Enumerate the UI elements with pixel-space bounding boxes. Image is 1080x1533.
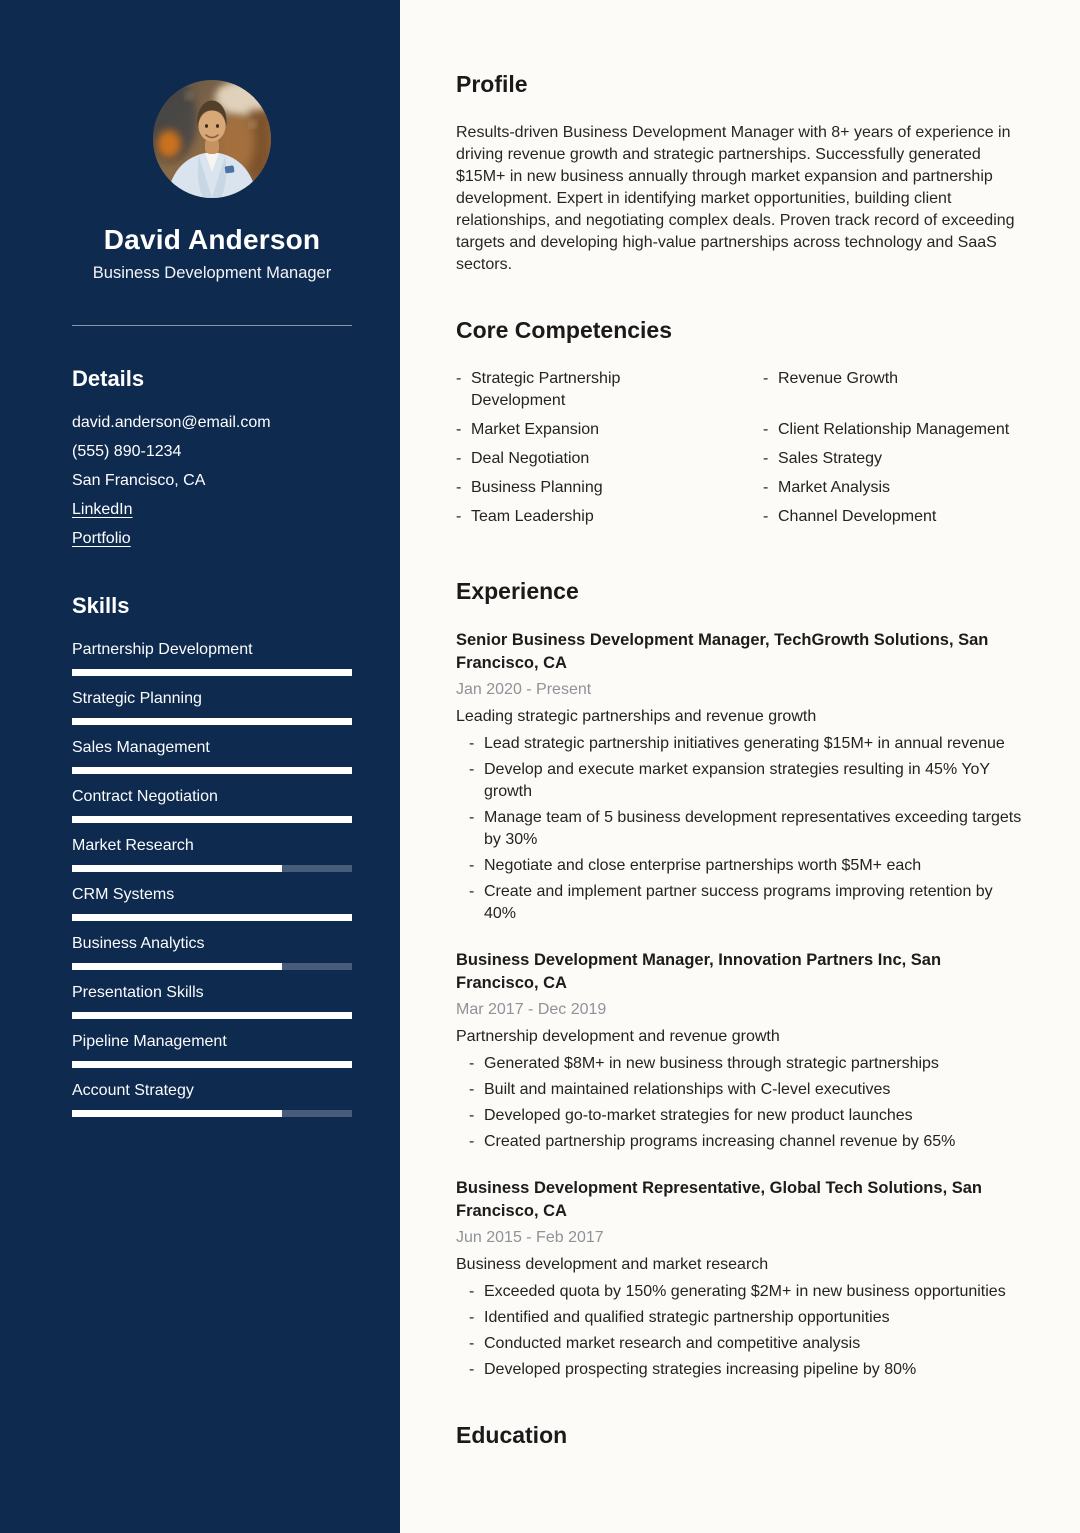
- list-dash: -: [763, 370, 769, 387]
- competency-item-text: Deal Negotiation: [471, 450, 590, 467]
- job-entry: [456, 1177, 1024, 1381]
- skill-label: Partnership Development: [72, 641, 253, 658]
- competency-item: [456, 368, 711, 412]
- profile-photo-illustration: [153, 80, 271, 198]
- job-bullet-text: Create and implement partner success programs improving retention by 40%: [484, 883, 993, 922]
- skill-label: Strategic Planning: [72, 690, 202, 707]
- skill-item: [72, 935, 352, 970]
- skills-heading: Skills: [72, 593, 130, 618]
- competency-item-text: Market Expansion: [471, 421, 600, 438]
- profile-photo: [153, 80, 271, 198]
- competencies-heading: Core Competencies: [456, 317, 673, 343]
- list-dash: -: [469, 1361, 475, 1378]
- job-summary: Leading strategic partnerships and revenue growth: [456, 708, 817, 725]
- experience-heading: Experience: [456, 578, 579, 604]
- skill-item: [72, 1033, 352, 1068]
- skill-bar-track: [72, 1012, 352, 1019]
- job-bullet-text: Identified and qualified strategic partnership opportunities: [484, 1309, 890, 1326]
- skill-item: [72, 837, 352, 872]
- job-dates: Jan 2020 - Present: [456, 681, 592, 698]
- competency-item-text: Channel Development: [778, 508, 937, 525]
- sidebar-divider: [72, 325, 352, 326]
- job-bullet-text: Exceeded quota by 150% generating $2M+ in new business opportunities: [484, 1283, 1006, 1300]
- skill-label: Contract Negotiation: [72, 788, 218, 805]
- job-bullet: [469, 881, 1024, 925]
- profile-section: [456, 70, 1024, 276]
- list-dash: -: [469, 1055, 475, 1072]
- competency-item: [763, 448, 1024, 470]
- list-dash: -: [469, 735, 475, 752]
- list-dash: -: [469, 1309, 475, 1326]
- job-title: Senior Business Development Manager, TechGrowth Solutions, San Francisco, CA: [456, 631, 989, 672]
- profile-heading: Profile: [456, 71, 528, 97]
- skill-label: CRM Systems: [72, 886, 175, 903]
- skill-item: [72, 788, 352, 823]
- competencies-section: [456, 316, 1024, 535]
- job-bullet-text: Conducted market research and competitive analysis: [484, 1335, 861, 1352]
- list-dash: -: [456, 508, 462, 525]
- skill-bar-fill: [72, 963, 282, 970]
- skill-label: Business Analytics: [72, 935, 205, 952]
- skills-list: [72, 641, 352, 1117]
- list-dash: -: [456, 370, 462, 387]
- competency-item-text: Team Leadership: [471, 508, 594, 525]
- list-dash: -: [763, 421, 769, 438]
- skill-bar-track: [72, 865, 352, 872]
- competency-item-text: Revenue Growth: [778, 370, 899, 387]
- list-dash: -: [469, 1107, 475, 1124]
- list-dash: -: [469, 761, 475, 778]
- job-bullet-text: Negotiate and close enterprise partnerships worth $5M+ each: [484, 857, 922, 874]
- competency-item: [763, 477, 1024, 499]
- list-dash: -: [456, 479, 462, 496]
- skill-label: Market Research: [72, 837, 194, 854]
- list-dash: -: [456, 450, 462, 467]
- job-bullet: [469, 759, 1024, 803]
- list-dash: -: [469, 857, 475, 874]
- skill-item: [72, 739, 352, 774]
- person-name: David Anderson: [103, 224, 321, 255]
- skill-bar-fill: [72, 669, 352, 676]
- email-value: david.anderson@email.com: [72, 414, 271, 431]
- skill-bar-fill: [72, 914, 352, 921]
- skill-item: [72, 886, 352, 921]
- job-bullets: [456, 1281, 1024, 1381]
- education-heading: Education: [456, 1422, 568, 1448]
- job-summary: Business development and market research: [456, 1256, 769, 1273]
- skill-bar-track: [72, 1061, 352, 1068]
- details-heading: Details: [72, 366, 145, 391]
- competency-item: [456, 448, 711, 470]
- job-bullet: [469, 733, 1024, 755]
- skill-bar-track: [72, 914, 352, 921]
- skill-label: Presentation Skills: [72, 984, 204, 1001]
- competency-item: [763, 419, 1024, 441]
- skill-bar-fill: [72, 816, 352, 823]
- competency-item-text: Sales Strategy: [778, 450, 883, 467]
- job-bullet-text: Built and maintained relationships with C-level executives: [484, 1081, 891, 1098]
- education-section: [456, 1421, 1024, 1449]
- skill-bar-track: [72, 767, 352, 774]
- job-bullet-text: Generated $8M+ in new business through strategic partnerships: [484, 1055, 939, 1072]
- skill-bar-fill: [72, 865, 282, 872]
- portfolio-link[interactable]: Portfolio: [72, 530, 131, 547]
- job-bullet: [469, 855, 1024, 877]
- skill-item: [72, 984, 352, 1019]
- job-bullet: [469, 1281, 1024, 1303]
- job-bullets: [456, 1053, 1024, 1153]
- profile-text: Results-driven Business Development Manager with 8+ years of experience in driving revenue growth and strategic partnerships. Successfully generated $15M+ in new business annually through market expansion and partnership development. Expert in identifying market opportunities, building client relationships, and negotiating complex deals. Proven track record of exceeding targets and developing high-value partnerships across technology and SaaS sectors.: [456, 124, 1015, 273]
- list-dash: -: [763, 508, 769, 525]
- skill-bar-track: [72, 963, 352, 970]
- skill-item: [72, 1082, 352, 1117]
- list-dash: -: [469, 1133, 475, 1150]
- competency-item-text: Business Planning: [471, 479, 603, 496]
- main-content: [400, 0, 1080, 1533]
- skill-bar-fill: [72, 767, 352, 774]
- competency-item: [456, 506, 711, 528]
- skill-bar-track: [72, 718, 352, 725]
- job-title: Business Development Manager, Innovation Partners Inc, San Francisco, CA: [456, 951, 942, 992]
- job-bullet-text: Lead strategic partnership initiatives generating $15M+ in annual revenue: [484, 735, 1005, 752]
- skill-item: [72, 690, 352, 725]
- skill-bar-fill: [72, 1061, 352, 1068]
- job-bullet: [469, 1131, 1024, 1153]
- competencies-grid: [456, 368, 1024, 535]
- job-title: Business Development Representative, Global Tech Solutions, San Francisco, CA: [456, 1179, 982, 1220]
- phone-value: (555) 890-1234: [72, 443, 182, 460]
- job-entry: [456, 949, 1024, 1153]
- skill-bar-track: [72, 816, 352, 823]
- skill-bar-track: [72, 1110, 352, 1117]
- experience-section: [456, 577, 1024, 1381]
- person-title: Business Development Manager: [92, 264, 332, 282]
- job-bullet: [469, 1053, 1024, 1075]
- list-dash: -: [456, 421, 462, 438]
- job-bullet-text: Develop and execute market expansion strategies resulting in 45% YoY growth: [484, 761, 990, 800]
- job-bullet: [469, 1105, 1024, 1127]
- skill-bar-fill: [72, 718, 352, 725]
- location-value: San Francisco, CA: [72, 472, 206, 489]
- list-dash: -: [469, 883, 475, 900]
- job-bullet: [469, 1359, 1024, 1381]
- competency-item: [763, 506, 1024, 528]
- job-bullet-text: Manage team of 5 business development representatives exceeding targets by 30%: [484, 809, 1022, 848]
- jobs-list: [456, 629, 1024, 1381]
- job-bullet: [469, 1079, 1024, 1101]
- list-dash: -: [763, 450, 769, 467]
- list-dash: -: [469, 1283, 475, 1300]
- list-dash: -: [469, 809, 475, 826]
- skill-label: Pipeline Management: [72, 1033, 227, 1050]
- competency-item: [456, 419, 711, 441]
- list-dash: -: [469, 1081, 475, 1098]
- job-dates: Jun 2015 - Feb 2017: [456, 1229, 604, 1246]
- job-bullet: [469, 1333, 1024, 1355]
- sidebar: [0, 0, 400, 1533]
- job-bullet-text: Developed go-to-market strategies for new product launches: [484, 1107, 913, 1124]
- list-dash: -: [469, 1335, 475, 1352]
- competency-item-text: Market Analysis: [778, 479, 891, 496]
- contact-block: [72, 408, 352, 553]
- skill-label: Sales Management: [72, 739, 210, 756]
- competency-item: [456, 477, 711, 499]
- list-dash: -: [763, 479, 769, 496]
- job-bullets: [456, 733, 1024, 925]
- job-entry: [456, 629, 1024, 925]
- competency-item-text: Client Relationship Management: [778, 421, 1010, 438]
- job-bullet-text: Developed prospecting strategies increasing pipeline by 80%: [484, 1361, 917, 1378]
- skill-bar-fill: [72, 1110, 282, 1117]
- job-summary: Partnership development and revenue growth: [456, 1028, 780, 1045]
- skill-label: Account Strategy: [72, 1082, 194, 1099]
- linkedin-link[interactable]: LinkedIn: [72, 501, 133, 518]
- competency-item: [763, 368, 1024, 412]
- skill-bar-fill: [72, 1012, 352, 1019]
- job-bullet: [469, 807, 1024, 851]
- competency-item-text: Strategic Partnership Development: [471, 370, 621, 409]
- job-dates: Mar 2017 - Dec 2019: [456, 1001, 607, 1018]
- skill-bar-track: [72, 669, 352, 676]
- job-bullet-text: Created partnership programs increasing channel revenue by 65%: [484, 1133, 956, 1150]
- job-bullet: [469, 1307, 1024, 1329]
- skill-item: [72, 641, 352, 676]
